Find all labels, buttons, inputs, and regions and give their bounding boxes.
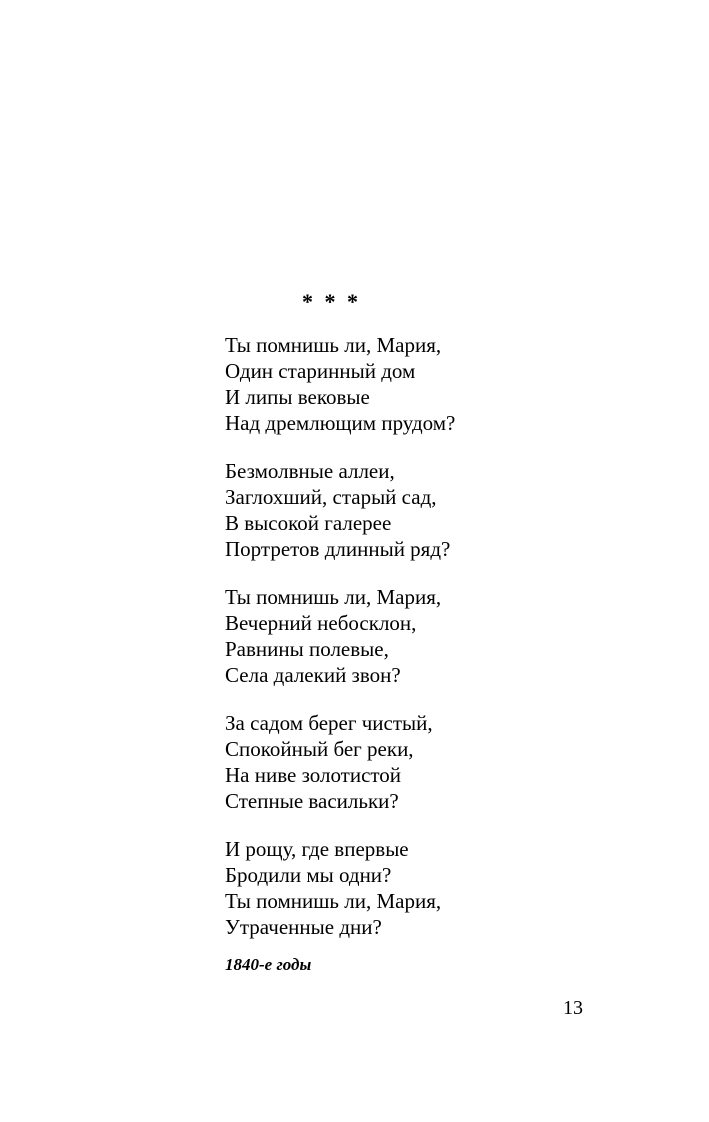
stanza-4 [225,710,645,814]
poem-line: Спокойный бег реки, [225,737,414,761]
poem-line: Ты помнишь ли, Мария, [225,889,442,913]
section-separator: * * * [302,289,358,314]
page-number: 13 [563,997,583,1019]
poem-line: В высокой галерее [225,511,392,535]
poem-date: 1840-е годы [225,955,312,974]
stanza-5 [225,836,645,940]
poem-line: Ты помнишь ли, Мария, [225,585,442,609]
poem-line: За садом берег чистый, [225,711,433,735]
poem-line: Один старинный дом [225,359,416,383]
poem-line: Заглохший, старый сад, [225,485,437,509]
poem-line: Ты помнишь ли, Мария, [225,333,442,357]
poem-line: И рощу, где впервые [225,837,409,861]
poem-line: Села далекий звон? [225,663,401,687]
poem-line: Бродили мы одни? [225,863,392,887]
stanza-1 [225,332,645,436]
poem-line: На ниве золотистой [225,763,402,787]
stanza-2 [225,458,645,562]
poem-line: Утраченные дни? [225,915,382,939]
poem-line: Степные васильки? [225,789,399,813]
stanza-3 [225,584,645,688]
poem-line: Над дремлющим прудом? [225,411,456,435]
poem [225,332,645,962]
poem-line: Безмолвные аллеи, [225,459,395,483]
poem-line: Вечерний небосклон, [225,611,417,635]
poem-line: И липы вековые [225,385,370,409]
poem-line: Равнины полевые, [225,637,389,661]
poem-line: Портретов длинный ряд? [225,537,451,561]
